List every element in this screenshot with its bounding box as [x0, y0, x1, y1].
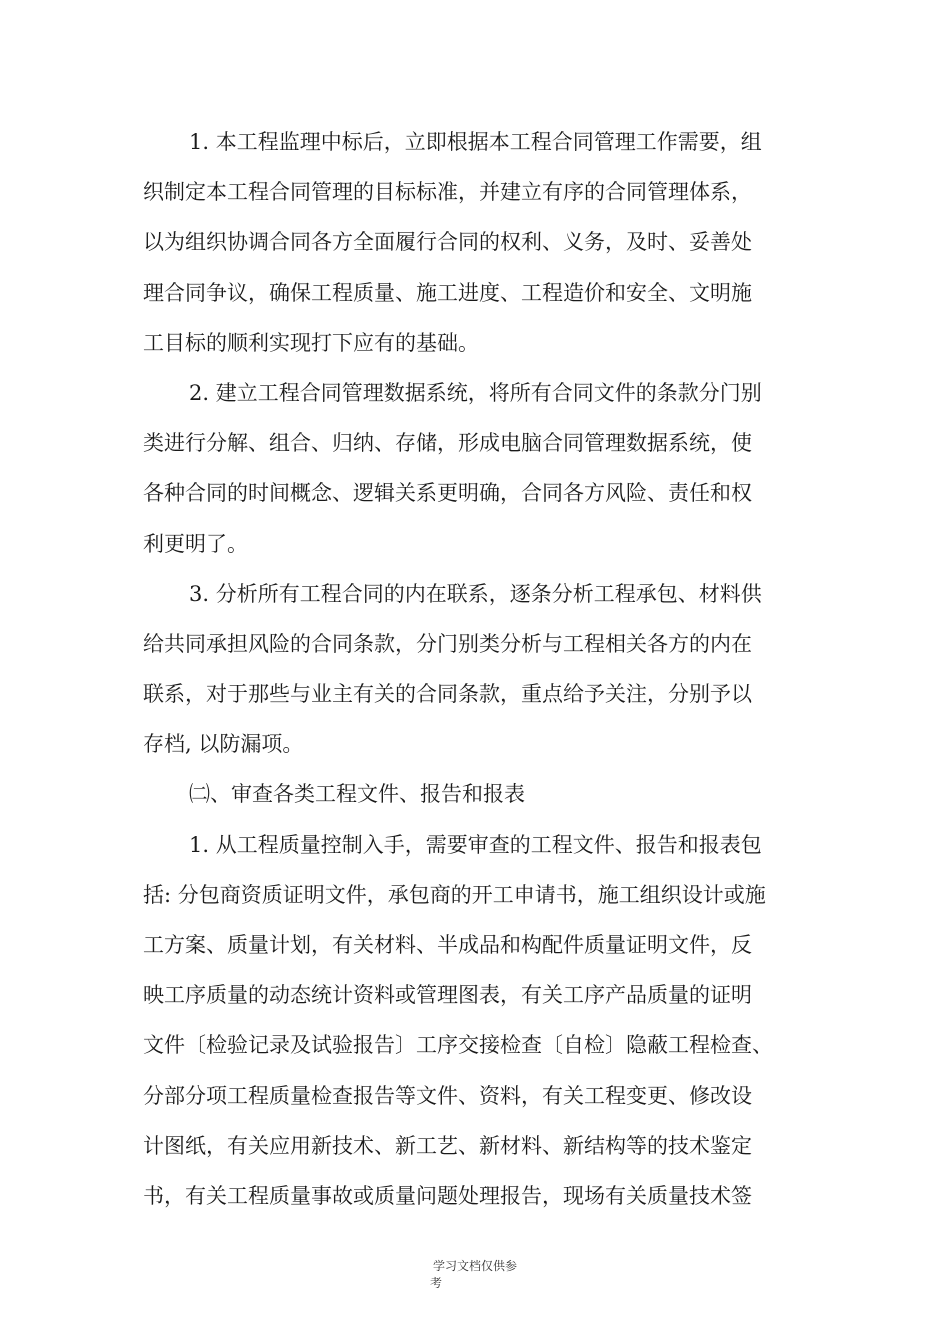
text-line: 分部分项工程质量检查报告等文件、资料，有关工程变更、修改设 [143, 1083, 752, 1108]
text-line: 1. 从工程质量控制入手，需要审查的工程文件、报告和报表包 [189, 832, 762, 857]
text-line: 织制定本工程合同管理的目标标准，并建立有序的合同管理体系， [143, 180, 752, 205]
document-body [143, 117, 811, 1221]
text-line: 工方案、质量计划，有关材料、半成品和构配件质量证明文件，反 [143, 933, 752, 957]
text-line: 存档, 以防漏项。 [143, 732, 304, 757]
text-line: 文件〔检验记录及试验报告〕工序交接检查〔自检〕隐蔽工程检查、 [143, 1033, 773, 1058]
footer-note-line2: 考 [430, 1276, 443, 1290]
text-line: ㈡、审查各类工程文件、报告和报表 [189, 782, 525, 807]
text-line: 给共同承担风险的合同条款，分门别类分析与工程相关各方的内在 [143, 631, 752, 656]
text-line: 理合同争议，确保工程质量、施工进度、工程造价和安全、文明施 [143, 280, 752, 305]
text-line: 计图纸，有关应用新技术、新工艺、新材料、新结构等的技术鉴定 [143, 1133, 752, 1158]
text-line: 书，有关工程质量事故或质量问题处理报告，现场有关质量技术签 [143, 1183, 752, 1208]
footer-note-line1: 学习文档仅供参 [432, 1259, 517, 1273]
page-footer [0, 1258, 950, 1292]
text-line: 2. 建立工程合同管理数据系统，将所有合同文件的条款分门别 [189, 380, 762, 405]
text-line: 括: 分包商资质证明文件，承包商的开工申请书，施工组织设计或施 [143, 882, 766, 907]
text-line: 工目标的顺利实现打下应有的基础。 [143, 330, 479, 355]
text-line: 以为组织协调合同各方全面履行合同的权利、义务，及时、妥善处 [143, 230, 752, 255]
text-line: 3. 分析所有工程合同的内在联系，逐条分析工程承包、材料供 [189, 581, 762, 606]
text-line: 利更明了。 [143, 531, 248, 556]
text-line: 映工序质量的动态统计资料或管理图表，有关工序产品质量的证明 [143, 983, 752, 1008]
text-line: 类进行分解、组合、归纳、存储，形成电脑合同管理数据系统，使 [143, 431, 752, 456]
text-line: 联系，对于那些与业主有关的合同条款，重点给予关注，分别予以 [143, 682, 752, 707]
text-line: 1. 本工程监理中标后，立即根据本工程合同管理工作需要，组 [189, 130, 762, 154]
text-line: 各种合同的时间概念、逻辑关系更明确，合同各方风险、责任和权 [143, 481, 752, 506]
